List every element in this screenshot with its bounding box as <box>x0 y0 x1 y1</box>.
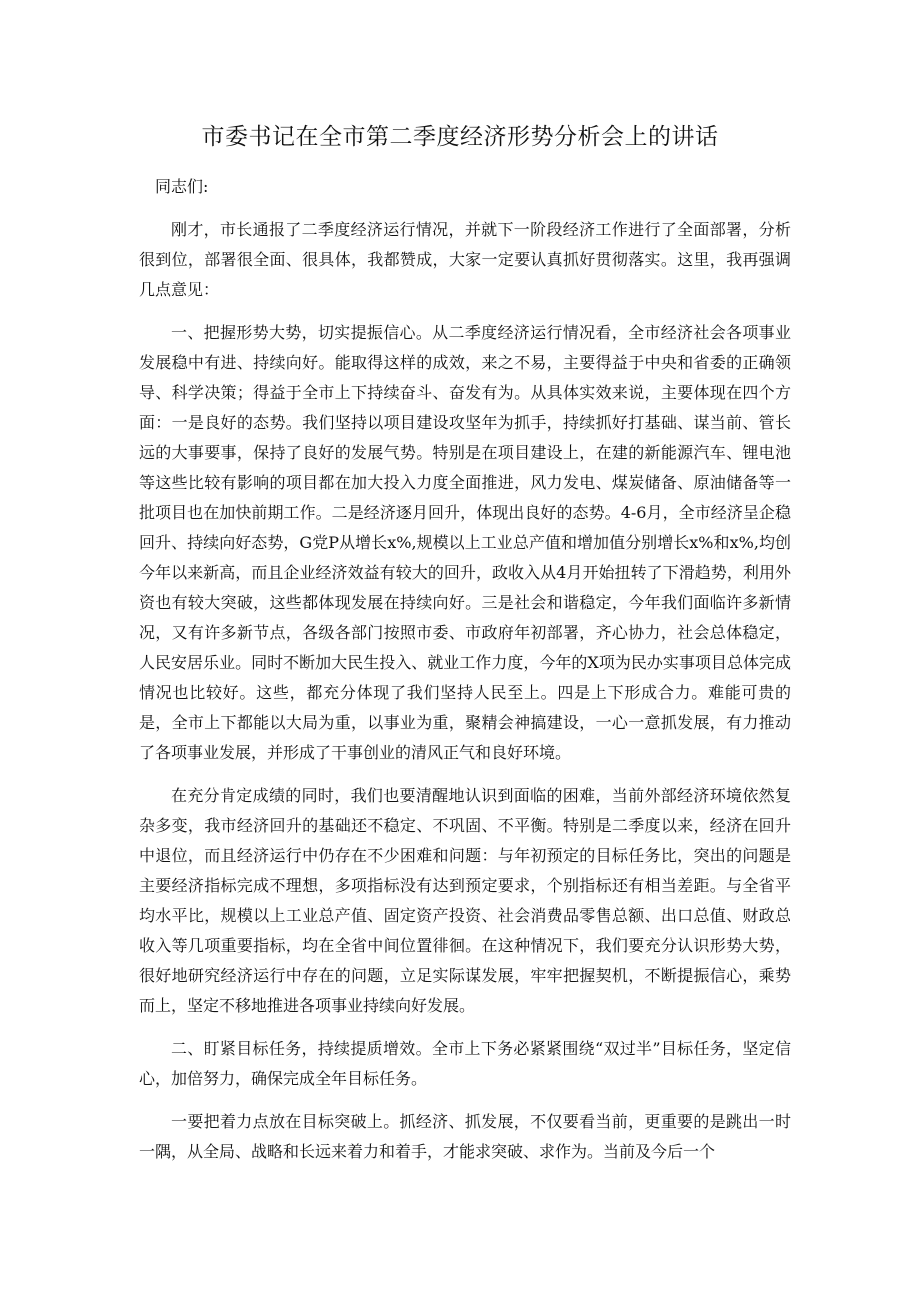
paragraph-section-two: 二、盯紧目标任务，持续提质增效。全市上下务必紧紧围绕“双过半”目标任务，坚定信心，加倍努力，确保完成全年目标任务。 <box>139 1039 791 1088</box>
paragraph-intro: 刚才，市长通报了二季度经济运行情况，并就下一阶段经济工作进行了全面部署，分析很到位，部署很全面、很具体，我都赞成，大家一定要认真抓好贯彻落实。这里，我再强调几点意见： <box>139 220 791 299</box>
salutation: 同志们: <box>155 177 209 196</box>
paragraph-point-one: 一要把着力点放在目标突破上。抓经济、抓发展，不仅要看当前，更重要的是跳出一时一隅，从全局、战略和长远来着力和着手，才能求突破、求作为。当前及今后一个 <box>139 1112 791 1161</box>
paragraph-challenges: 在充分肯定成绩的同时，我们也要清醒地认识到面临的困难，当前外部经济环境依然复杂多变，我市经济回升的基础还不稳定、不巩固、不平衡。特别是二季度以来，经济在回升中退位，而且经济运行中仍存在不少困难和问题：与年初预定的目标任务比，突出的问题是主要经济指标完成不理想，多项指标没有达到预定要求，个别指标还有相当差距。与全省平均水平比，规模以上工业总产值、固定资产投资、社会消费品零售总额、出口总值、财政总收入等几项重要指标，均在全省中间位置徘徊。在这种情况下，我们要充分认识形势大势，很好地研究经济运行中存在的问题，立足实际谋发展，牢牢把握契机，不断提振信心，乘势而上，坚定不移地推进各项事业持续向好发展。 <box>139 786 791 1015</box>
paragraph-section-one: 一、把握形势大势，切实提振信心。从二季度经济运行情况看，全市经济社会各项事业发展稳中有进、持续向好。能取得这样的成效，来之不易，主要得益于中央和省委的正确领导、科学决策；得益于全市上下持续奋斗、奋发有为。从具体实效来说，主要体现在四个方面：一是良好的态势。我们坚持以项目建设攻坚年为抓手，持续抓好打基础、谋当前、管长远的大事要事，保持了良好的发展气势。特别是在项目建设上，在建的新能源汽车、锂电池等这些比较有影响的项目都在加大投入力度全面推进，风力发电、煤炭储备、原油储备等一批项目也在加快前期工作。二是经济逐月回升，体现出良好的态势。4-6月，全市经济呈企稳回升、持续向好态势，G党P从增长x%,规模以上工业总产值和增加值分别增长x%和x%,均创今年以来新高，而且企业经济效益有较大的回升，政收入从4月开始扭转了下滑趋势，利用外资也有较大突破，这些都体现发展在持续向好。三是社会和谐稳定，今年我们面临许多新情况，又有许多新节点，各级各部门按照市委、市政府年初部署，齐心协力，社会总体稳定，人民安居乐业。同时不断加大民生投入、就业工作力度，今年的X项为民办实事项目总体完成情况也比较好。这些，都充分体现了我们坚持人民至上。四是上下形成合力。难能可贵的是，全市上下都能以大局为重，以事业为重，聚精会神搞建设，一心一意抓发展，有力推动了各项事业发展，并形成了干事创业的清风正气和良好环境。 <box>139 323 791 762</box>
page-title: 市委书记在全市第二季度经济形势分析会上的讲话 <box>201 124 719 150</box>
document-body <box>139 172 791 1180</box>
